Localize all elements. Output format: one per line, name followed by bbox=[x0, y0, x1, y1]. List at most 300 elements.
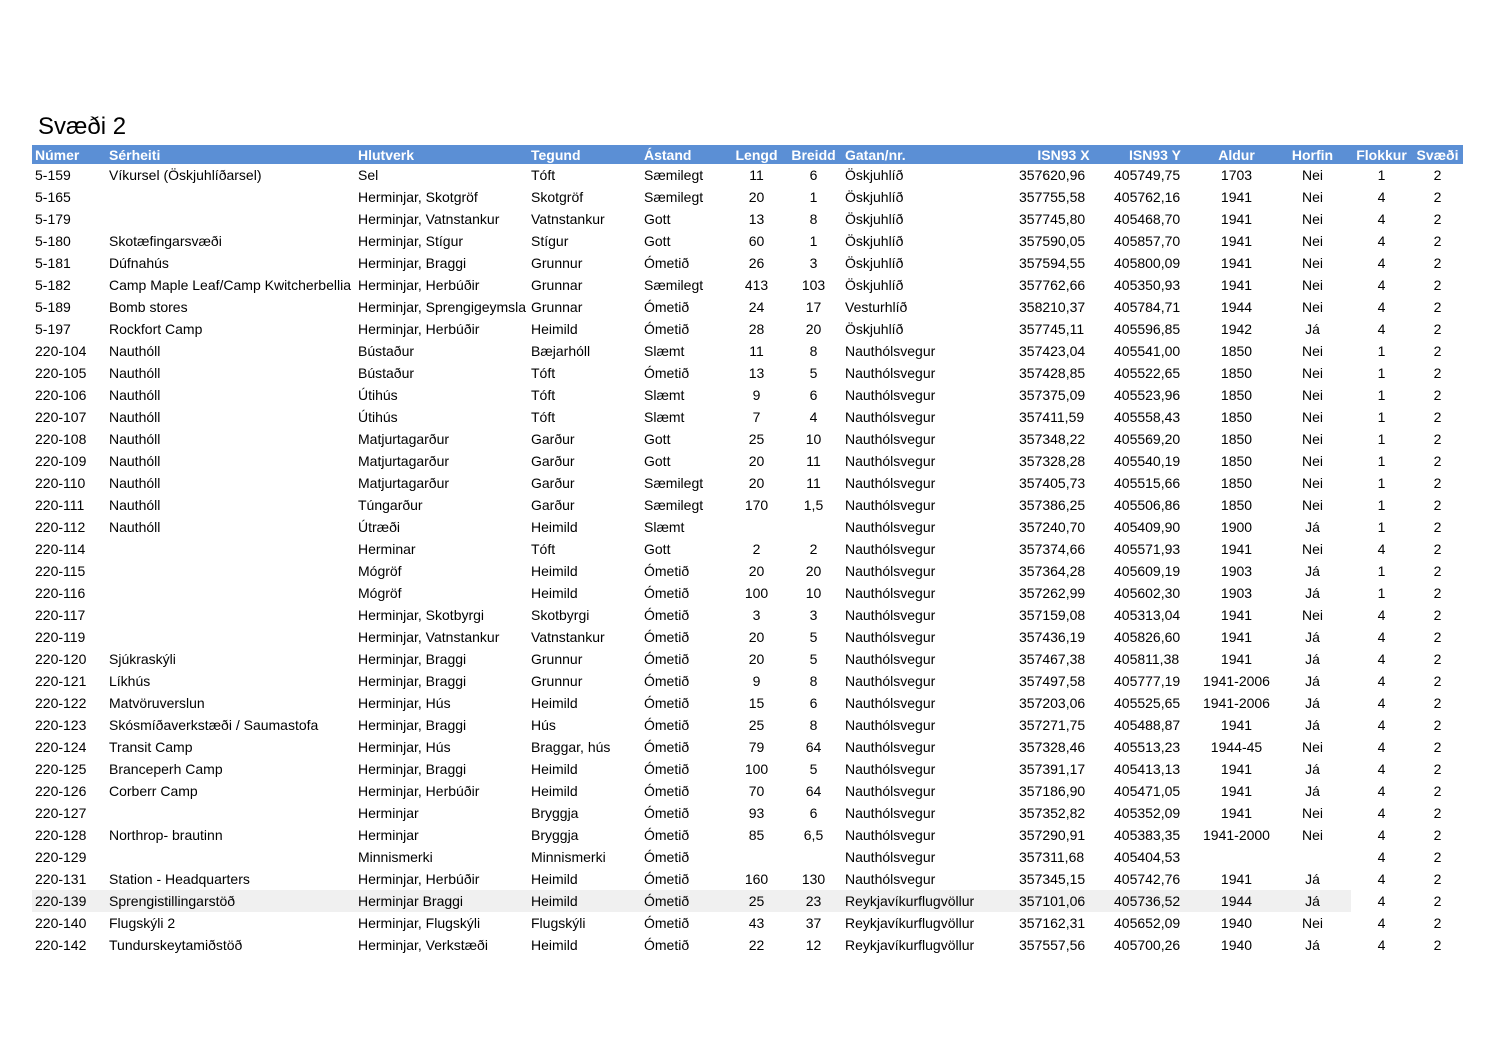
cell-gatan: Nauthólsvegur bbox=[845, 717, 936, 733]
cell-serheiti: Sprengistillingarstöð bbox=[106, 890, 355, 912]
cell-aldur: 1850 bbox=[1220, 431, 1253, 447]
cell-isn93-y: 405596,85 bbox=[1114, 321, 1181, 337]
cell-svaedi: 2 bbox=[1433, 871, 1442, 887]
cell-gatan: Nauthólsvegur bbox=[845, 453, 936, 469]
cell-svaedi: 2 bbox=[1433, 453, 1442, 469]
cell-serheiti: Nauthóll bbox=[109, 409, 161, 425]
cell-hlutverk: Matjurtagarður bbox=[358, 475, 450, 491]
cell-aldur: 1850 bbox=[1220, 365, 1253, 381]
cell-horfin: Nei bbox=[1301, 189, 1323, 205]
cell-tegund: Heimild bbox=[531, 563, 578, 579]
cell-tegund: Vatnstankur bbox=[531, 211, 605, 227]
cell-hlutverk: Túngarður bbox=[358, 497, 423, 513]
cell-serheiti: Corberr Camp bbox=[109, 783, 198, 799]
cell-tegund: Heimild bbox=[531, 695, 578, 711]
cell-gatan: Nauthólsvegur bbox=[845, 629, 936, 645]
cell-isn93-x: 357203,06 bbox=[1019, 695, 1086, 711]
cell-aldur: 1850 bbox=[1220, 409, 1253, 425]
cell-lengd: 3 bbox=[752, 607, 761, 623]
table-row bbox=[32, 362, 1463, 384]
cell-flokkur: 1 bbox=[1377, 167, 1386, 183]
cell-svaedi: 2 bbox=[1433, 519, 1442, 535]
cell-isn93-y: 405571,93 bbox=[1114, 541, 1181, 557]
table-row bbox=[32, 714, 1463, 736]
table-row bbox=[32, 560, 1463, 582]
cell-lengd: 60 bbox=[748, 233, 765, 249]
cell-breidd: 20 bbox=[805, 563, 822, 579]
cell-isn93-x: 357345,15 bbox=[1019, 871, 1086, 887]
table-row bbox=[32, 912, 1463, 934]
cell-numer: 220-108 bbox=[35, 431, 87, 447]
cell-flokkur: 4 bbox=[1377, 871, 1386, 887]
cell-gatan: Nauthólsvegur bbox=[845, 739, 936, 755]
cell-tegund: Bryggja bbox=[531, 805, 579, 821]
cell-isn93-x: 357159,08 bbox=[1019, 607, 1086, 623]
cell-svaedi: 2 bbox=[1433, 783, 1442, 799]
cell-astand: Slæmt bbox=[644, 409, 685, 425]
cell-serheiti: Nauthóll bbox=[109, 453, 161, 469]
cell-breidd: 10 bbox=[805, 431, 822, 447]
cell-numer: 220-112 bbox=[35, 519, 86, 535]
cell-lengd: 100 bbox=[744, 585, 769, 601]
cell-hlutverk: Sel bbox=[358, 167, 379, 183]
cell-numer: 220-109 bbox=[35, 453, 87, 469]
col-header-isn93-y: ISN93 Y bbox=[1111, 145, 1199, 164]
cell-breidd: 5 bbox=[809, 761, 818, 777]
cell-numer: 220-115 bbox=[35, 563, 86, 579]
cell-astand: Ómetið bbox=[644, 783, 690, 799]
cell-flokkur: 1 bbox=[1377, 387, 1386, 403]
cell-lengd: 11 bbox=[749, 343, 764, 359]
cell-tegund: Braggar, hús bbox=[531, 739, 611, 755]
cell-flokkur: 1 bbox=[1377, 365, 1386, 381]
cell-astand: Ómetið bbox=[644, 739, 690, 755]
cell-horfin: Nei bbox=[1301, 409, 1323, 425]
cell-astand: Ómetið bbox=[641, 890, 728, 912]
cell-isn93-x: 357290,91 bbox=[1019, 827, 1086, 843]
cell-svaedi: 2 bbox=[1433, 629, 1442, 645]
cell-isn93-x: 357391,17 bbox=[1019, 761, 1086, 777]
cell-lengd: 24 bbox=[748, 299, 765, 315]
cell-isn93-x: 357411,59 bbox=[1019, 409, 1085, 425]
cell-isn93-x: 357423,04 bbox=[1019, 343, 1086, 359]
table-row bbox=[32, 802, 1463, 824]
cell-astand: Ómetið bbox=[644, 299, 690, 315]
cell-isn93-y: 405413,13 bbox=[1114, 761, 1181, 777]
cell-astand: Ómetið bbox=[644, 651, 690, 667]
cell-flokkur: 1 bbox=[1377, 453, 1386, 469]
cell-aldur: 1941 bbox=[1220, 717, 1253, 733]
cell-isn93-x: 358210,37 bbox=[1019, 299, 1086, 315]
cell-isn93-y: 405749,75 bbox=[1114, 167, 1181, 183]
cell-flokkur: 4 bbox=[1377, 695, 1386, 711]
cell-lengd: 9 bbox=[752, 673, 761, 689]
cell-horfin: Já bbox=[1305, 761, 1320, 777]
cell-svaedi: 2 bbox=[1433, 673, 1442, 689]
cell-breidd: 11 bbox=[806, 475, 821, 491]
cell-isn93-x: 357428,85 bbox=[1019, 365, 1086, 381]
cell-numer: 220-120 bbox=[35, 651, 87, 667]
cell-serheiti: Líkhús bbox=[109, 673, 151, 689]
cell-numer: 5-165 bbox=[35, 189, 71, 205]
cell-svaedi: 2 bbox=[1433, 233, 1442, 249]
cell-hlutverk: Herminjar, Skotbyrgi bbox=[358, 607, 485, 623]
cell-isn93-x: 357240,70 bbox=[1019, 519, 1086, 535]
cell-lengd: 7 bbox=[752, 409, 761, 425]
cell-isn93-x: 357271,75 bbox=[1019, 717, 1086, 733]
cell-horfin: Nei bbox=[1301, 233, 1323, 249]
cell-astand: Ómetið bbox=[644, 673, 690, 689]
cell-horfin: Nei bbox=[1301, 255, 1323, 271]
cell-hlutverk: Herminjar, Skotgröf bbox=[358, 189, 478, 205]
cell-gatan: Nauthólsvegur bbox=[845, 651, 936, 667]
cell-horfin: Nei bbox=[1301, 431, 1323, 447]
cell-astand: Ómetið bbox=[644, 805, 690, 821]
cell-lengd: 20 bbox=[748, 629, 765, 645]
cell-tegund: Heimild bbox=[531, 937, 578, 953]
cell-horfin: Nei bbox=[1301, 365, 1323, 381]
cell-flokkur: 1 bbox=[1377, 585, 1386, 601]
cell-svaedi: 2 bbox=[1433, 277, 1442, 293]
cell-isn93-x: 357755,58 bbox=[1019, 189, 1086, 205]
cell-astand: Ómetið bbox=[644, 937, 690, 953]
table-row bbox=[32, 406, 1463, 428]
cell-lengd: 413 bbox=[744, 277, 769, 293]
cell-lengd: 20 bbox=[748, 453, 765, 469]
cell-serheiti: Nauthóll bbox=[109, 365, 161, 381]
cell-isn93-y: 405857,70 bbox=[1114, 233, 1181, 249]
cell-serheiti bbox=[106, 846, 355, 868]
cell-isn93-y: 405736,52 bbox=[1111, 890, 1199, 912]
cell-hlutverk: Herminjar, Braggi bbox=[358, 761, 467, 777]
cell-aldur: 1940 bbox=[1220, 937, 1253, 953]
cell-svaedi: 2 bbox=[1433, 189, 1442, 205]
cell-lengd: 43 bbox=[748, 915, 765, 931]
cell-serheiti: Station - Headquarters bbox=[109, 871, 250, 887]
table-row bbox=[32, 824, 1463, 846]
cell-isn93-x: 357590,05 bbox=[1019, 233, 1086, 249]
cell-isn93-y: 405742,76 bbox=[1114, 871, 1181, 887]
cell-horfin: Já bbox=[1305, 717, 1320, 733]
cell-hlutverk: Herminjar Braggi bbox=[355, 890, 528, 912]
cell-isn93-x: 357101,06 bbox=[1016, 890, 1111, 912]
cell-serheiti: Nauthóll bbox=[109, 343, 161, 359]
cell-hlutverk: Herminjar, Herbúðir bbox=[358, 277, 480, 293]
cell-aldur: 1942 bbox=[1220, 321, 1253, 337]
cell-serheiti: Nauthóll bbox=[109, 497, 161, 513]
cell-breidd: 4 bbox=[809, 409, 818, 425]
cell-svaedi: 2 bbox=[1433, 695, 1442, 711]
cell-tegund: Heimild bbox=[531, 761, 578, 777]
cell-tegund: Minnismerki bbox=[531, 849, 606, 865]
cell-isn93-x: 357467,38 bbox=[1019, 651, 1086, 667]
cell-aldur: 1941 bbox=[1220, 277, 1253, 293]
cell-svaedi: 2 bbox=[1433, 387, 1442, 403]
data-table bbox=[32, 145, 1463, 956]
cell-tegund: Heimild bbox=[531, 585, 578, 601]
cell-hlutverk: Herminar bbox=[358, 541, 416, 557]
cell-serheiti: Skotæfingarsvæði bbox=[109, 233, 222, 249]
cell-isn93-y: 405468,70 bbox=[1114, 211, 1181, 227]
cell-svaedi: 2 bbox=[1433, 343, 1442, 359]
cell-hlutverk: Herminjar bbox=[358, 827, 419, 843]
table-row bbox=[32, 340, 1463, 362]
cell-tegund: Flugskýli bbox=[531, 915, 586, 931]
cell-astand: Ómetið bbox=[644, 585, 690, 601]
cell-isn93-x: 357762,66 bbox=[1019, 277, 1086, 293]
col-header-gatan: Gatan/nr. bbox=[842, 145, 1016, 164]
cell-svaedi: 2 bbox=[1433, 805, 1442, 821]
cell-gatan: Nauthólsvegur bbox=[845, 827, 936, 843]
cell-isn93-x: 357262,99 bbox=[1019, 585, 1086, 601]
cell-breidd: 6 bbox=[809, 167, 818, 183]
cell-lengd: 85 bbox=[748, 827, 765, 843]
cell-aldur: 1941 bbox=[1220, 651, 1253, 667]
cell-serheiti bbox=[106, 802, 355, 824]
col-header-astand: Ástand bbox=[641, 145, 728, 164]
cell-flokkur: 4 bbox=[1377, 717, 1386, 733]
cell-numer: 220-131 bbox=[35, 871, 87, 887]
col-header-horfin: Horfin bbox=[1274, 145, 1351, 164]
cell-breidd: 20 bbox=[805, 321, 822, 337]
cell-gatan: Nauthólsvegur bbox=[845, 343, 936, 359]
cell-isn93-y: 405652,09 bbox=[1114, 915, 1181, 931]
cell-aldur: 1941 bbox=[1220, 541, 1253, 557]
cell-numer: 220-117 bbox=[35, 607, 86, 623]
cell-horfin: Já bbox=[1305, 629, 1320, 645]
col-header-tegund: Tegund bbox=[528, 145, 641, 164]
cell-hlutverk: Minnismerki bbox=[358, 849, 433, 865]
cell-tegund: Stígur bbox=[531, 233, 569, 249]
cell-hlutverk: Herminjar, Vatnstankur bbox=[358, 211, 500, 227]
cell-flokkur: 1 bbox=[1377, 475, 1386, 491]
cell-svaedi: 2 bbox=[1433, 827, 1442, 843]
cell-breidd: 6 bbox=[809, 387, 818, 403]
cell-isn93-y: 405540,19 bbox=[1114, 453, 1181, 469]
cell-isn93-y: 405826,60 bbox=[1114, 629, 1181, 645]
table-row bbox=[32, 604, 1463, 626]
cell-serheiti: Skósmíðaverkstæði / Saumastofa bbox=[109, 717, 319, 733]
cell-tegund: Hús bbox=[531, 717, 556, 733]
cell-breidd: 8 bbox=[809, 673, 818, 689]
cell-breidd: 5 bbox=[809, 365, 818, 381]
cell-horfin: Já bbox=[1274, 890, 1351, 912]
cell-serheiti: Rockfort Camp bbox=[109, 321, 203, 337]
cell-serheiti bbox=[106, 186, 355, 208]
cell-serheiti: Nauthóll bbox=[109, 387, 161, 403]
cell-astand: Ómetið bbox=[644, 629, 690, 645]
cell-astand: Ómetið bbox=[644, 871, 690, 887]
cell-breidd: 10 bbox=[805, 585, 822, 601]
table-row bbox=[32, 186, 1463, 208]
cell-serheiti: Víkursel (Öskjuhlíðarsel) bbox=[109, 167, 262, 183]
cell-serheiti: Nauthóll bbox=[109, 431, 161, 447]
cell-isn93-y: 405515,66 bbox=[1114, 475, 1181, 491]
table-row bbox=[32, 472, 1463, 494]
cell-astand: Ómetið bbox=[644, 255, 690, 271]
cell-flokkur: 4 bbox=[1377, 321, 1386, 337]
cell-horfin: Nei bbox=[1301, 827, 1323, 843]
cell-svaedi: 2 bbox=[1433, 211, 1442, 227]
table-row bbox=[32, 582, 1463, 604]
cell-hlutverk: Útihús bbox=[358, 409, 398, 425]
cell-lengd: 25 bbox=[748, 717, 765, 733]
cell-breidd: 37 bbox=[805, 915, 822, 931]
cell-numer: 220-128 bbox=[35, 827, 87, 843]
cell-horfin: Nei bbox=[1301, 497, 1323, 513]
cell-horfin: Já bbox=[1305, 651, 1320, 667]
cell-tegund: Heimild bbox=[528, 890, 641, 912]
cell-flokkur: 4 bbox=[1377, 233, 1386, 249]
cell-astand: Ómetið bbox=[644, 761, 690, 777]
cell-flokkur: 4 bbox=[1377, 739, 1386, 755]
cell-isn93-x: 357620,96 bbox=[1019, 167, 1086, 183]
cell-hlutverk: Bústaður bbox=[358, 343, 415, 359]
cell-gatan: Nauthólsvegur bbox=[845, 563, 936, 579]
cell-lengd: 20 bbox=[748, 563, 765, 579]
cell-aldur: 1941-2000 bbox=[1203, 827, 1270, 843]
cell-horfin: Nei bbox=[1301, 387, 1323, 403]
table-row bbox=[32, 384, 1463, 406]
cell-tegund: Bryggja bbox=[531, 827, 579, 843]
table-row bbox=[32, 758, 1463, 780]
cell-isn93-y: 405522,65 bbox=[1114, 365, 1181, 381]
cell-flokkur: 1 bbox=[1377, 519, 1386, 535]
cell-svaedi: 2 bbox=[1433, 893, 1442, 909]
cell-lengd: 9 bbox=[752, 387, 761, 403]
cell-svaedi: 2 bbox=[1433, 409, 1442, 425]
cell-numer: 220-116 bbox=[35, 585, 86, 601]
cell-svaedi: 2 bbox=[1433, 717, 1442, 733]
cell-flokkur: 4 bbox=[1377, 827, 1386, 843]
cell-astand: Gott bbox=[644, 453, 671, 469]
cell-tegund: Grunnar bbox=[531, 277, 583, 293]
cell-lengd: 2 bbox=[752, 541, 761, 557]
cell-flokkur: 4 bbox=[1377, 541, 1386, 557]
cell-horfin: Nei bbox=[1301, 299, 1323, 315]
cell-tegund: Garður bbox=[531, 497, 575, 513]
cell-serheiti: Nauthóll bbox=[109, 475, 161, 491]
table-row bbox=[32, 494, 1463, 516]
cell-numer: 220-107 bbox=[35, 409, 87, 425]
cell-horfin: Nei bbox=[1301, 277, 1323, 293]
cell-aldur: 1940 bbox=[1220, 915, 1253, 931]
cell-isn93-x: 357328,46 bbox=[1019, 739, 1086, 755]
cell-aldur: 1850 bbox=[1220, 475, 1253, 491]
cell-tegund: Bæjarhóll bbox=[531, 343, 591, 359]
table-row bbox=[32, 538, 1463, 560]
cell-isn93-y: 405811,38 bbox=[1114, 651, 1180, 667]
cell-aldur: 1941 bbox=[1220, 211, 1253, 227]
col-header-flokkur: Flokkur bbox=[1351, 145, 1412, 164]
cell-flokkur: 4 bbox=[1377, 805, 1386, 821]
cell-gatan: Öskjuhlíð bbox=[845, 211, 904, 227]
cell-horfin: Nei bbox=[1301, 805, 1323, 821]
cell-aldur: 1941 bbox=[1220, 783, 1253, 799]
cell-numer: 220-111 bbox=[35, 497, 85, 513]
cell-lengd bbox=[728, 846, 785, 868]
cell-tegund: Heimild bbox=[531, 519, 578, 535]
cell-serheiti: Tundurskeytamiðstöð bbox=[109, 937, 243, 953]
cell-astand: Ómetið bbox=[644, 717, 690, 733]
cell-lengd: 20 bbox=[748, 651, 765, 667]
cell-svaedi: 2 bbox=[1433, 497, 1442, 513]
cell-isn93-y: 405513,23 bbox=[1114, 739, 1181, 755]
cell-astand: Gott bbox=[644, 541, 671, 557]
cell-flokkur: 4 bbox=[1377, 761, 1386, 777]
cell-serheiti bbox=[106, 604, 355, 626]
cell-svaedi: 2 bbox=[1433, 761, 1442, 777]
table-row bbox=[32, 164, 1463, 186]
cell-hlutverk: Mógröf bbox=[358, 563, 402, 579]
cell-breidd: 64 bbox=[805, 783, 822, 799]
cell-breidd: 1 bbox=[809, 233, 818, 249]
cell-svaedi: 2 bbox=[1433, 651, 1442, 667]
cell-gatan: Öskjuhlíð bbox=[845, 233, 904, 249]
cell-serheiti bbox=[106, 582, 355, 604]
cell-serheiti: Flugskýli 2 bbox=[109, 915, 176, 931]
cell-tegund: Skotbyrgi bbox=[531, 607, 590, 623]
cell-aldur: 1903 bbox=[1220, 563, 1253, 579]
cell-isn93-x: 357497,58 bbox=[1019, 673, 1086, 689]
col-header-svaedi: Svæði bbox=[1412, 145, 1463, 164]
cell-horfin: Já bbox=[1305, 783, 1320, 799]
cell-breidd: 6 bbox=[809, 695, 818, 711]
cell-gatan: Nauthólsvegur bbox=[845, 607, 936, 623]
cell-breidd: 5 bbox=[809, 629, 818, 645]
cell-flokkur: 4 bbox=[1377, 849, 1386, 865]
cell-tegund: Tóft bbox=[531, 409, 556, 425]
cell-numer: 5-179 bbox=[35, 211, 71, 227]
table-row bbox=[32, 450, 1463, 472]
cell-tegund: Garður bbox=[531, 475, 575, 491]
cell-tegund: Grunnur bbox=[531, 255, 583, 271]
cell-numer: 220-140 bbox=[35, 915, 87, 931]
cell-isn93-y: 405409,90 bbox=[1114, 519, 1181, 535]
cell-breidd: 3 bbox=[809, 255, 818, 271]
cell-aldur: 1850 bbox=[1220, 387, 1253, 403]
cell-svaedi: 2 bbox=[1433, 299, 1442, 315]
cell-isn93-y: 405523,96 bbox=[1114, 387, 1181, 403]
col-header-serheiti: Sérheiti bbox=[106, 145, 355, 164]
cell-isn93-y: 405602,30 bbox=[1114, 585, 1181, 601]
cell-tegund: Grunnar bbox=[531, 299, 583, 315]
cell-lengd: 79 bbox=[748, 739, 765, 755]
cell-isn93-x: 357745,80 bbox=[1019, 211, 1086, 227]
cell-flokkur: 4 bbox=[1377, 299, 1386, 315]
col-header-hlutverk: Hlutverk bbox=[355, 145, 528, 164]
cell-breidd: 8 bbox=[809, 343, 818, 359]
cell-horfin: Já bbox=[1305, 673, 1320, 689]
cell-astand: Ómetið bbox=[644, 365, 690, 381]
cell-hlutverk: Matjurtagarður bbox=[358, 431, 450, 447]
cell-serheiti bbox=[106, 560, 355, 582]
cell-flokkur: 4 bbox=[1377, 915, 1386, 931]
cell-aldur: 1941-2006 bbox=[1203, 695, 1270, 711]
cell-numer: 5-182 bbox=[35, 277, 71, 293]
cell-aldur: 1941 bbox=[1220, 255, 1253, 271]
table-row bbox=[32, 934, 1463, 956]
cell-numer: 5-189 bbox=[35, 299, 71, 315]
cell-numer: 220-127 bbox=[35, 805, 87, 821]
table-row bbox=[32, 516, 1463, 538]
cell-gatan: Nauthólsvegur bbox=[845, 387, 936, 403]
cell-isn93-y: 405350,93 bbox=[1114, 277, 1181, 293]
cell-breidd: 103 bbox=[801, 277, 826, 293]
cell-isn93-y: 405700,26 bbox=[1114, 937, 1181, 953]
cell-astand: Sæmilegt bbox=[644, 277, 704, 293]
cell-hlutverk: Herminjar, Braggi bbox=[358, 255, 467, 271]
